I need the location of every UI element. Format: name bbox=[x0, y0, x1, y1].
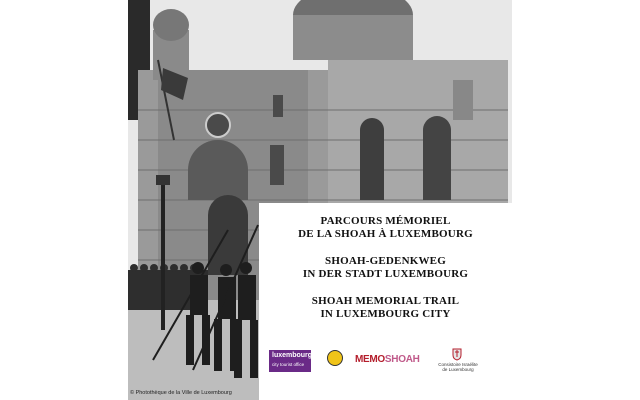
title-english-line1: SHOAH MEMORIAL TRAIL bbox=[311, 295, 460, 307]
lux-logo-name: luxembourg bbox=[272, 352, 313, 359]
title-german-line2: IN DER STADT LUXEMBOURG bbox=[302, 268, 469, 280]
title-french bbox=[259, 215, 512, 241]
photo-credit: © Photothèque de la Ville de Luxembourg bbox=[130, 390, 232, 396]
title-english bbox=[259, 295, 512, 321]
memoshoah-logo bbox=[355, 354, 420, 368]
circle-logo-icon bbox=[327, 350, 343, 366]
consistoire-line2: de Luxembourg bbox=[442, 367, 474, 372]
luxembourg-tourist-office-logo bbox=[269, 350, 311, 372]
memoshoah-prefix: MEMO bbox=[355, 354, 385, 365]
lux-logo-sub: city tourist office bbox=[272, 362, 305, 367]
title-german-line1: SHOAH-GEDENKWEG bbox=[325, 255, 446, 267]
consistoire-line1: Consistoire Israélite bbox=[438, 362, 478, 367]
partner-logos bbox=[259, 350, 512, 400]
title-german bbox=[259, 255, 512, 281]
title-french-line2: DE LA SHOAH À LUXEMBOURG bbox=[298, 228, 473, 240]
title-english-line2: IN LUXEMBOURG CITY bbox=[320, 308, 451, 320]
title-french-line1: PARCOURS MÉMORIEL bbox=[320, 215, 451, 227]
consistoire-crest-icon bbox=[452, 348, 462, 361]
title-panel bbox=[259, 203, 512, 350]
consistoire-logo-text bbox=[435, 362, 481, 372]
memoshoah-suffix: SHOAH bbox=[384, 354, 420, 365]
